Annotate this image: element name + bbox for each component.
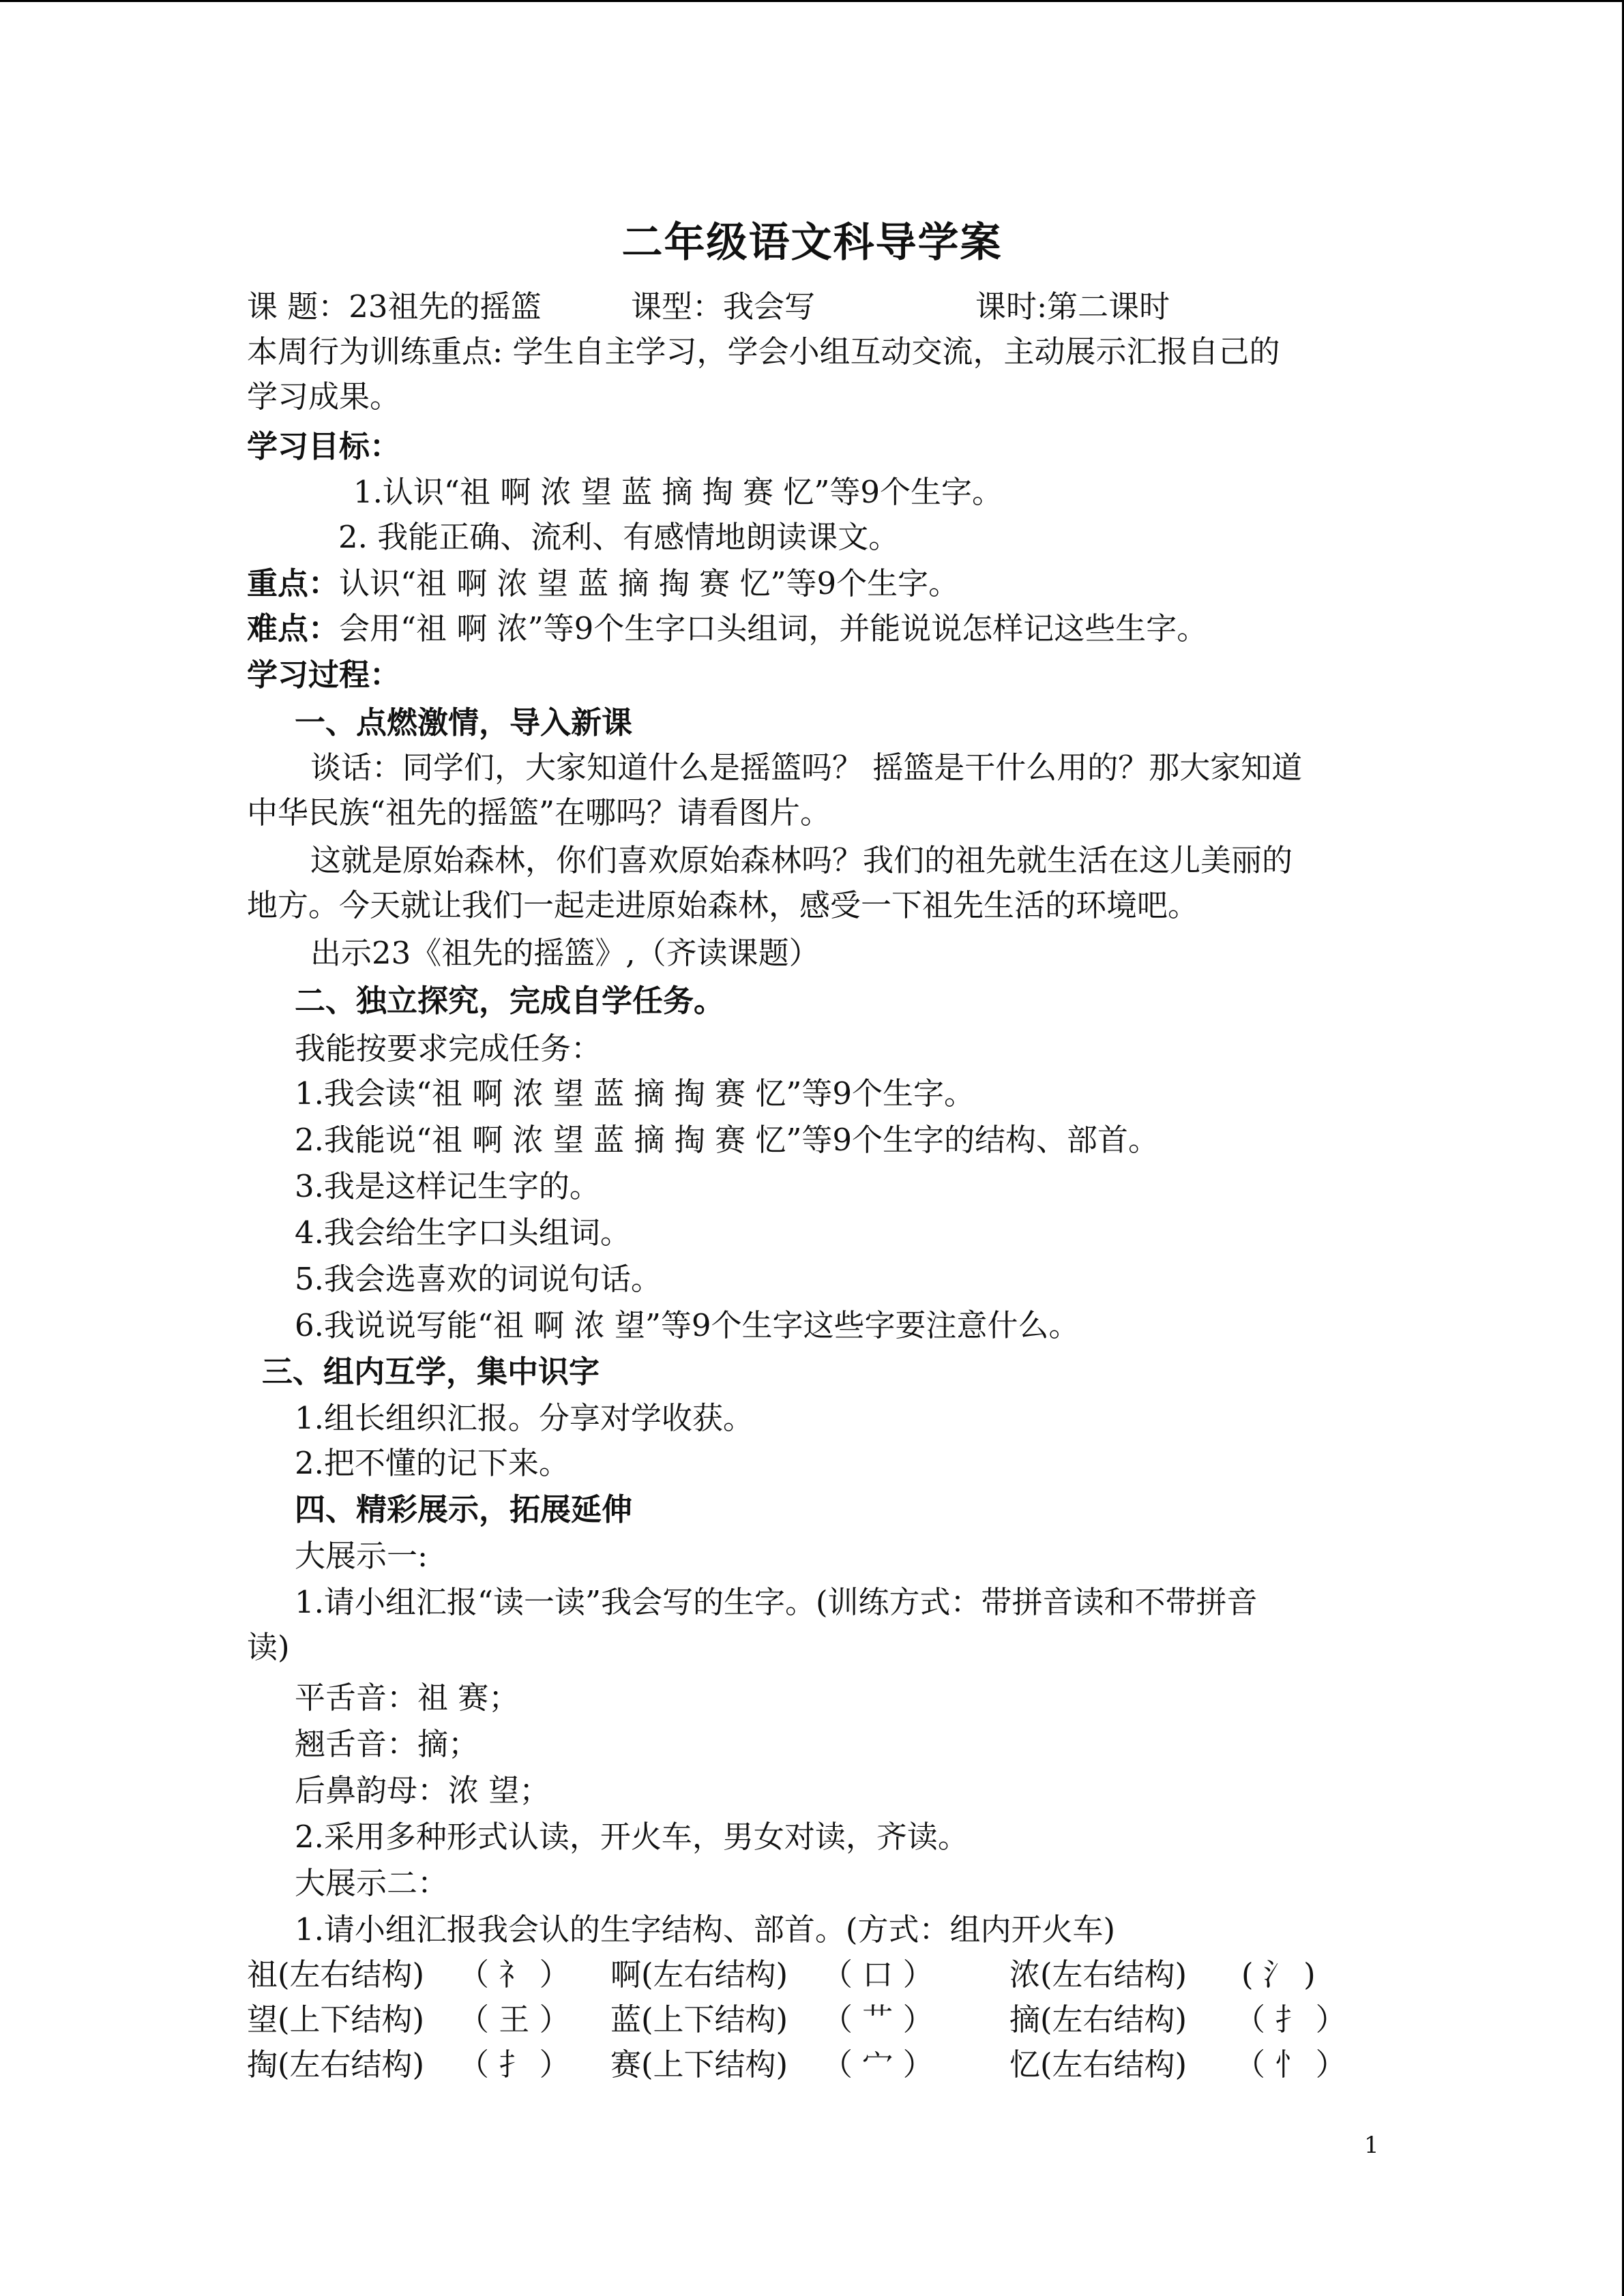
char-radical: ( 氵 ) — [1241, 1956, 1316, 1993]
key-point — [247, 563, 959, 604]
section-2-item: 1.我会读“祖 啊 浓 望 蓝 摘 掏 赛 忆”等9个生字。 — [295, 1075, 975, 1112]
char-structure: 摘(左右结构) — [1009, 2001, 1187, 2038]
process-heading: 学习过程： — [247, 657, 401, 693]
char-structure: 掏(左右结构) — [247, 2046, 425, 2083]
difficulty-label: 难点： — [247, 610, 340, 646]
char-radical: （ 王 ） — [458, 2001, 570, 2038]
section-2-item: 3.我是这样记生字的。 — [295, 1168, 600, 1204]
goal-1: 1.认识“祖 啊 浓 望 蓝 摘 掏 赛 忆”等9个生字。 — [353, 474, 1003, 510]
back-nasal-finals: 后鼻韵母：浓 望； — [295, 1772, 550, 1808]
key-point-label: 重点： — [247, 565, 340, 601]
page-number: 1 — [1364, 2132, 1379, 2159]
show-1-item1-line2: 读) — [247, 1629, 290, 1665]
section-2-item: 5.我会选喜欢的词说句话。 — [295, 1261, 662, 1297]
difficulty-text: 会用“祖 啊 浓”等9个生字口头组词，并能说说怎样记这些生字。 — [339, 610, 1208, 646]
char-radical: （ 扌 ） — [458, 2046, 570, 2083]
section-1-para3: 出示23《祖先的摇篮》,（齐读课题） — [310, 935, 820, 971]
char-radical: （ 忄 ） — [1235, 2046, 1346, 2083]
section-2-heading: 二、独立探究，完成自学任务。 — [295, 983, 725, 1019]
section-3-item: 2.把不懂的记下来。 — [295, 1445, 570, 1481]
section-1-para2-line2: 地方。今天就让我们一起走进原始森林，感受一下祖先生活的环境吧。 — [247, 887, 1199, 923]
char-structure: 啊(左右结构) — [610, 1956, 788, 1993]
goal-2: 2. 我能正确、流利、有感情地朗读课文。 — [338, 519, 900, 555]
char-structure: 赛(上下结构) — [610, 2046, 788, 2083]
section-2-item: 6.我说说写能“祖 啊 浓 望”等9个生字这些字要注意什么。 — [295, 1307, 1080, 1343]
show-1-item2: 2.采用多种形式认读，开火车，男女对读，齐读。 — [295, 1819, 969, 1855]
section-1-para1-line1: 谈话：同学们，大家知道什么是摇篮吗？ 摇篮是干什么用的？那大家知道 — [310, 749, 1303, 786]
section-1-para1-line2: 中华民族“祖先的摇篮”在哪吗？请看图片。 — [247, 794, 831, 831]
section-2-item: 2.我能说“祖 啊 浓 望 蓝 摘 掏 赛 忆”等9个生字的结构、部首。 — [295, 1122, 1160, 1158]
char-structure: 忆(左右结构) — [1009, 2046, 1187, 2083]
char-radical: （ 口 ） — [822, 1956, 934, 1993]
show-1-heading: 大展示一: — [295, 1538, 428, 1574]
flat-tongue-sounds: 平舌音：祖 赛； — [295, 1680, 520, 1716]
goals-heading: 学习目标： — [247, 428, 401, 464]
section-3-item: 1.组长组织汇报。分享对学收获。 — [295, 1400, 754, 1436]
key-point-text: 认识“祖 啊 浓 望 蓝 摘 掏 赛 忆”等9个生字。 — [339, 565, 960, 601]
lesson-type: 课型：我会写 — [631, 288, 816, 325]
char-structure: 望(上下结构) — [247, 2001, 425, 2038]
char-radical: （ 艹 ） — [822, 2001, 934, 2038]
char-structure: 浓(左右结构) — [1009, 1956, 1187, 1993]
char-radical: （ 礻 ） — [458, 1956, 570, 1993]
char-radical: （ 宀 ） — [822, 2046, 934, 2083]
char-structure: 蓝(上下结构) — [610, 2001, 788, 2038]
section-2-item: 4.我会给生字口头组词。 — [295, 1214, 631, 1251]
lesson-period: 课时:第二课时 — [975, 288, 1170, 325]
show-2-heading: 大展示二： — [295, 1865, 449, 1901]
page-title: 二年级语文科导学案 — [621, 219, 1003, 267]
section-2-intro: 我能按要求完成任务： — [295, 1030, 602, 1067]
section-1-para2-line1: 这就是原始森林，你们喜欢原始森林吗？我们的祖先就生活在这儿美丽的 — [310, 842, 1293, 878]
top-border — [0, 0, 1624, 2]
curled-tongue-sounds: 翘舌音：摘； — [295, 1726, 479, 1762]
show-2-item1: 1.请小组汇报我会认的生字结构、部首。(方式：组内开火车) — [295, 1911, 1116, 1948]
section-3-heading: 三、组内互学，集中识字 — [262, 1354, 600, 1390]
section-1-heading: 一、点燃激情，导入新课 — [295, 704, 633, 741]
weekly-focus-line1: 本周行为训练重点: 学生自主学习，学会小组互动交流，主动展示汇报自己的 — [247, 333, 1280, 370]
topic-label: 课 题：23祖先的摇篮 — [247, 288, 542, 325]
difficulty-point — [247, 608, 1207, 649]
show-1-item1-line1: 1.请小组汇报“读一读”我会写的生字。(训练方式：带拼音读和不带拼音 — [295, 1584, 1258, 1620]
char-radical: （ 扌 ） — [1235, 2001, 1346, 2038]
char-structure: 祖(左右结构) — [247, 1956, 425, 1993]
weekly-focus-line2: 学习成果。 — [247, 378, 401, 415]
section-4-heading: 四、精彩展示，拓展延伸 — [295, 1491, 633, 1527]
